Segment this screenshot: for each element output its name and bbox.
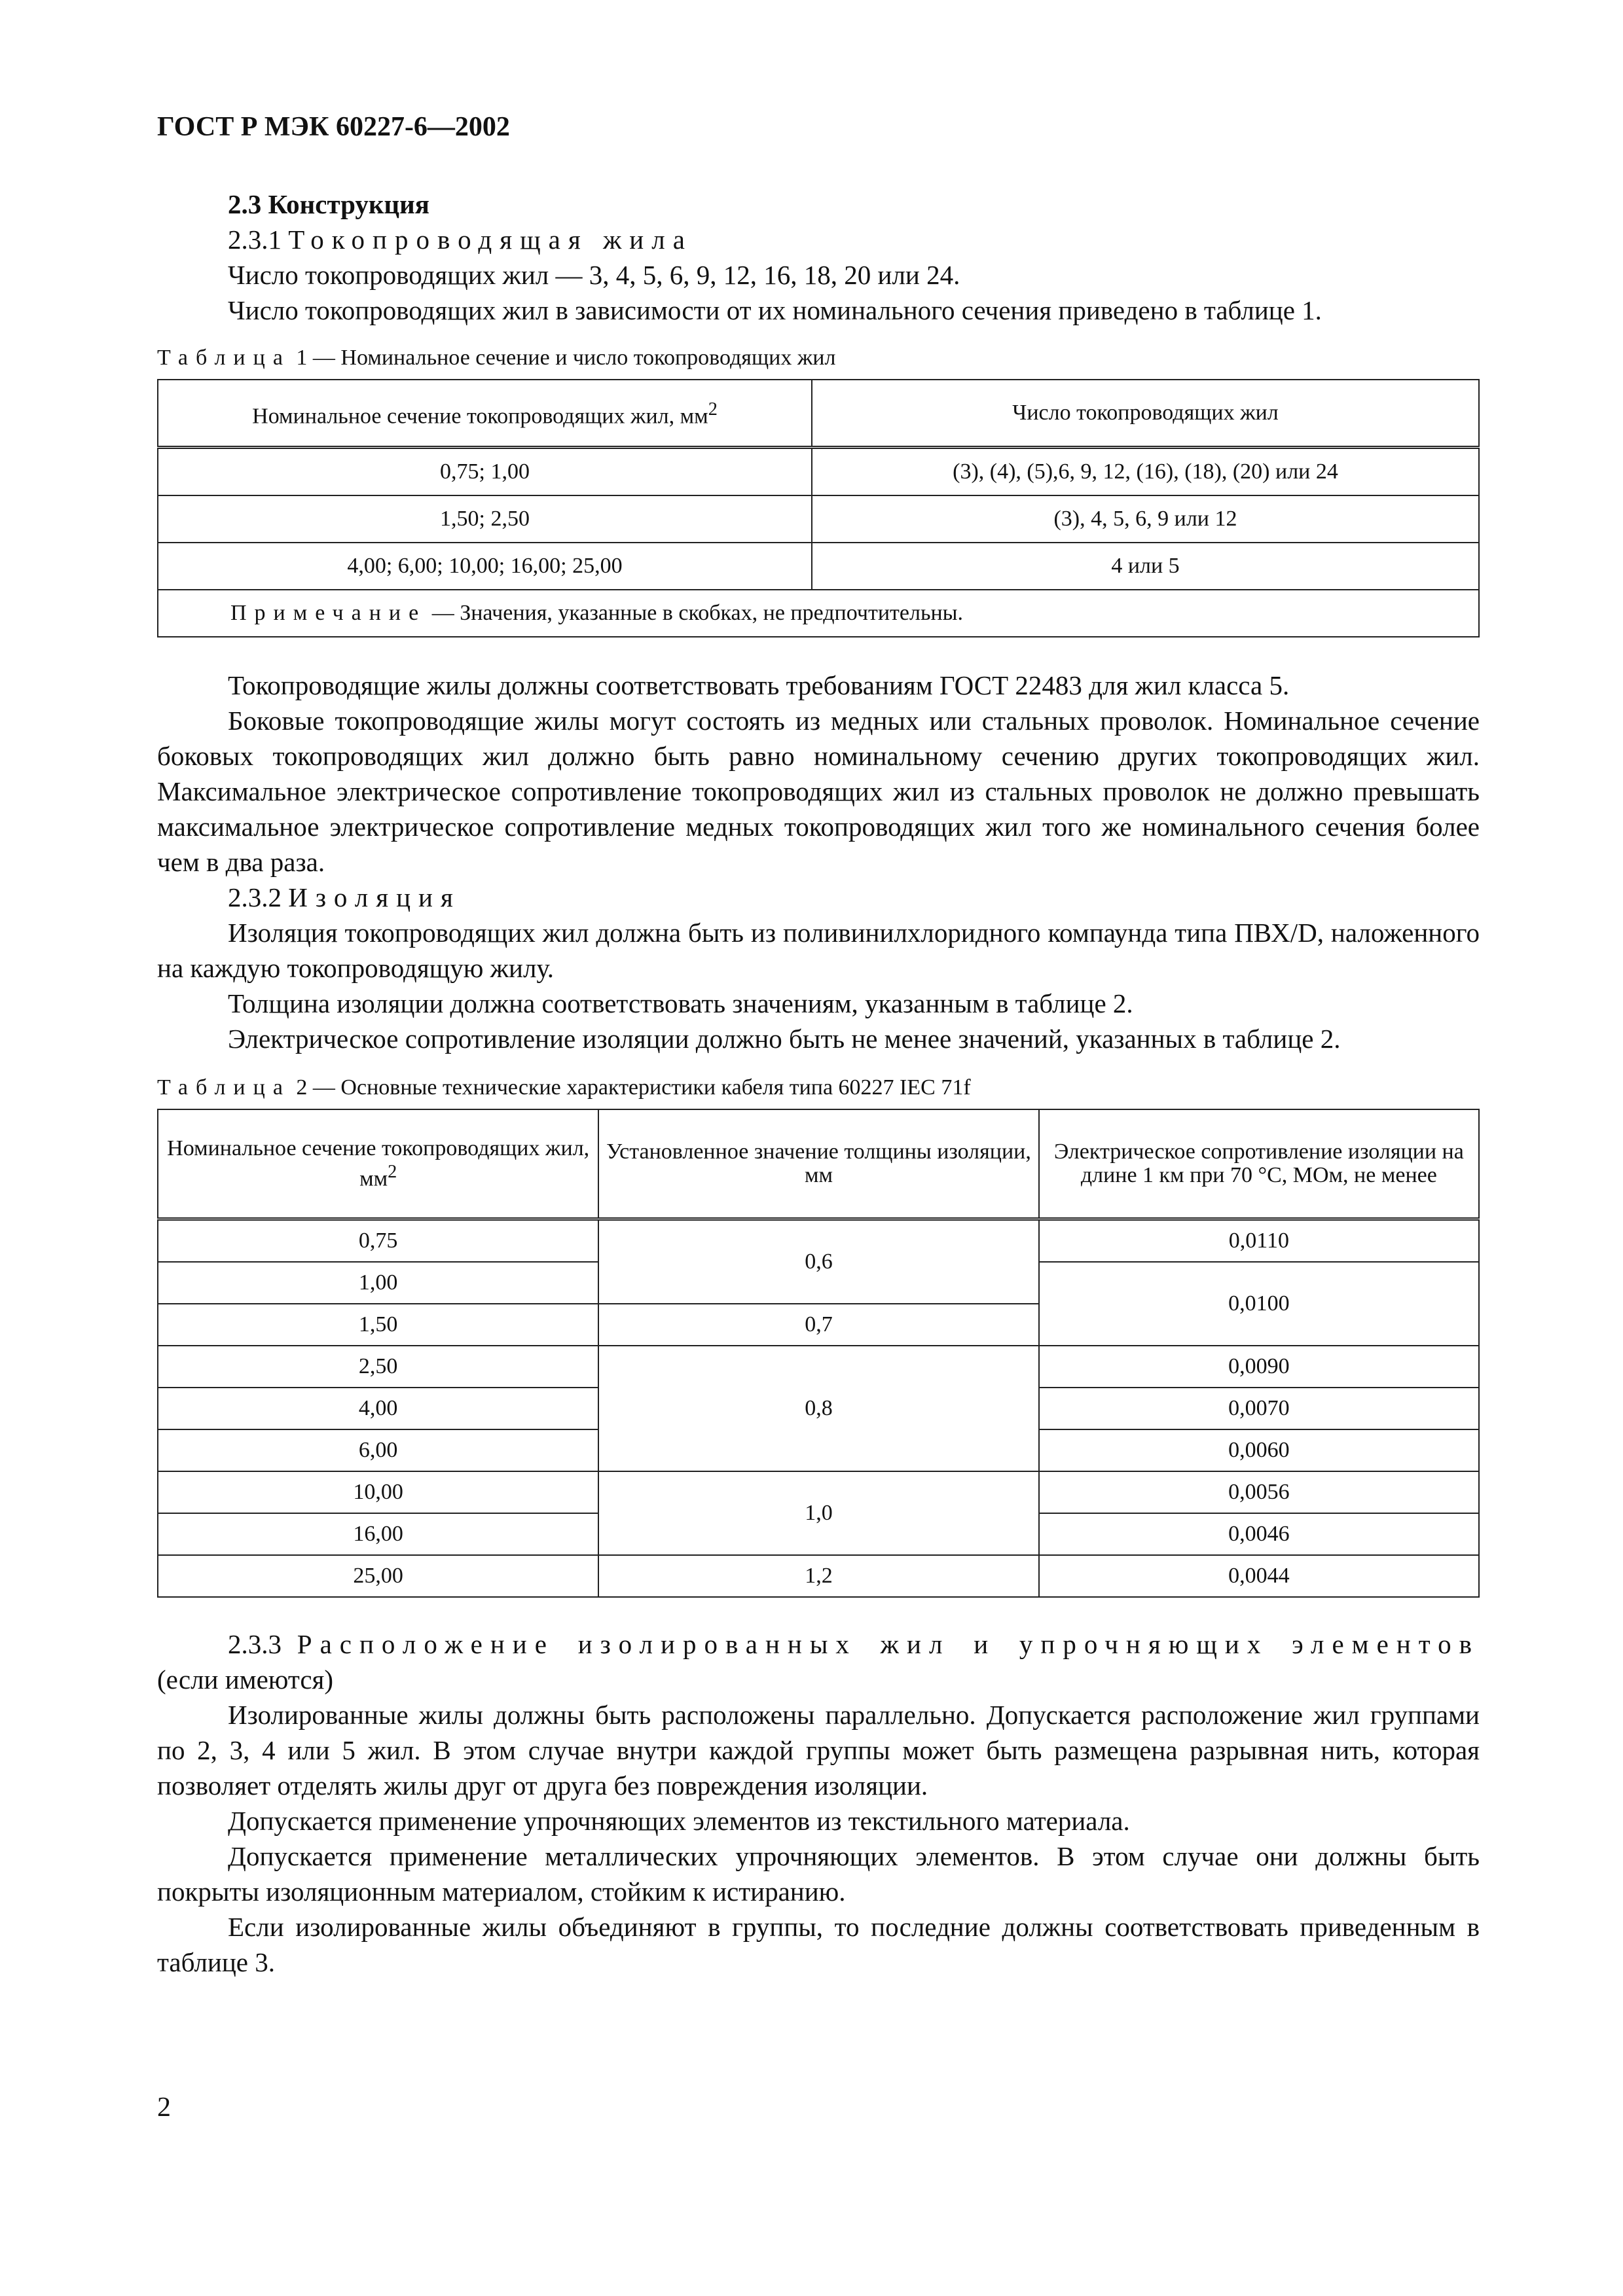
text-block-a	[157, 668, 1480, 1056]
section-title-tail: (если имеются)	[157, 1664, 334, 1695]
paragraph: Боковые токопроводящие жилы могут состоять из медных или стальных проволок. Номинальное сечение боковых токопроводящих жил должно быть равно номинальному сечению других токопроводящих жил. Максимальное электрическое сопротивление токопроводящих жил из стальных проволок не должно превышать максимальное электрическое сопротивление медных токопроводящих жил того же номинального сечения более чем в два раза.	[157, 706, 1480, 877]
table-cell: 0,8	[598, 1346, 1038, 1471]
table-1	[157, 379, 1480, 637]
table-row	[158, 448, 1479, 496]
table-cell: (3), (4), (5),6, 9, 12, (16), (18), (20) или 24	[812, 448, 1479, 496]
page-number: 2	[157, 2092, 171, 2123]
section-number: 2.3.3	[228, 1629, 282, 1659]
section-number: 2.3.1	[228, 224, 282, 255]
table-caption-label: Таблица	[157, 1075, 291, 1100]
table-row	[158, 1346, 1479, 1388]
paragraph: Толщина изоляции должна соответствовать значениям, указанным в таблице 2.	[228, 988, 1133, 1018]
table-row	[158, 1219, 1479, 1263]
table-row	[158, 495, 1479, 543]
table-cell: 0,0056	[1039, 1471, 1479, 1513]
table2-header-section: Номинальное сечение токопроводящих жил, $мм^2$	[158, 1109, 598, 1219]
table-cell: 25,00	[158, 1555, 598, 1597]
table-cell: 0,75	[158, 1219, 598, 1263]
section-2-3-3-heading	[157, 1626, 1480, 1697]
note-label: Примечание	[230, 601, 427, 625]
table1-header-count: Число токопроводящих жил	[812, 380, 1479, 448]
table-2	[157, 1109, 1480, 1598]
table-cell: 0,7	[598, 1304, 1038, 1346]
document-header: ГОСТ Р МЭК 60227-6—2002	[157, 112, 510, 142]
table-cell: 10,00	[158, 1471, 598, 1513]
table-cell: 1,50	[158, 1304, 598, 1346]
paragraph: Изолированные жилы должны быть расположены параллельно. Допускается расположение жил группами по 2, 3, 4 или 5 жил. В этом случае внутри каждой группы может быть размещена разрывная нить, которая позволяет отделять жилы друг от друга без повреждения изоляции.	[157, 1700, 1480, 1801]
table-cell: 0,0070	[1039, 1388, 1479, 1429]
table-cell: 1,00	[158, 1262, 598, 1304]
table-row	[158, 1555, 1479, 1597]
section-number: 2.3.2	[228, 882, 282, 912]
table-note-row	[158, 590, 1479, 637]
section-2-3-title: 2.3 Конструкция	[228, 189, 429, 219]
table-cell: 1,0	[598, 1471, 1038, 1555]
table-row	[158, 543, 1479, 590]
table-cell: 4,00; 6,00; 10,00; 16,00; 25,00	[158, 543, 812, 590]
table-cell: 0,0044	[1039, 1555, 1479, 1597]
section-title: Токопроводящая жила	[288, 224, 693, 255]
table-cell: 4 или 5	[812, 543, 1479, 590]
table-cell: 0,0046	[1039, 1513, 1479, 1555]
table-cell: 2,50	[158, 1346, 598, 1388]
table-cell: 0,0060	[1039, 1429, 1479, 1471]
paragraph: Число токопроводящих жил — 3, 4, 5, 6, 9, 12, 16, 18, 20 или 24.	[228, 260, 960, 290]
table-note	[158, 590, 1479, 637]
paragraph: Изоляция токопроводящих жил должна быть из поливинилхлоридного компаунда типа ПВХ/D, наложенного на каждую токопроводящую жилу.	[157, 918, 1480, 983]
section-title: Изоляция	[288, 882, 461, 912]
page-content	[157, 187, 1480, 1980]
table2-caption	[157, 1073, 1480, 1102]
table-cell: 0,0090	[1039, 1346, 1479, 1388]
paragraph: Допускается применение упрочняющих элементов из текстильного материала.	[228, 1806, 1130, 1836]
table-cell: 4,00	[158, 1388, 598, 1429]
paragraph: Токопроводящие жилы должны соответствовать требованиям ГОСТ 22483 для жил класса 5.	[228, 670, 1290, 700]
section-title: Расположение изолированных жил и упрочняющих элементов	[297, 1629, 1480, 1659]
table-cell: 0,0110	[1039, 1219, 1479, 1263]
table1-caption	[157, 344, 1480, 372]
table2-header-thickness: Установленное значение толщины изоляции, мм	[598, 1109, 1038, 1219]
table-cell: 1,50; 2,50	[158, 495, 812, 543]
table-cell: 0,0100	[1039, 1262, 1479, 1346]
table-cell: 1,2	[598, 1555, 1038, 1597]
table-cell: 0,75; 1,00	[158, 448, 812, 496]
table-cell: 6,00	[158, 1429, 598, 1471]
table1-header-section: Номинальное сечение токопроводящих жил, $мм^2$	[158, 380, 812, 448]
table-cell: 0,6	[598, 1219, 1038, 1304]
table-row	[158, 1471, 1479, 1513]
table-caption-text: 2 — Основные технические характеристики кабеля типа 60227 IEC 71f	[296, 1075, 971, 1100]
table-cell: (3), 4, 5, 6, 9 или 12	[812, 495, 1479, 543]
paragraph: Допускается применение металлических упрочняющих элементов. В этом случае они должны быть покрыты изоляционным материалом, стойким к истиранию.	[157, 1841, 1480, 1907]
paragraph: Если изолированные жилы объединяют в группы, то последние должны соответствовать приведенным в таблице 3.	[157, 1912, 1480, 1977]
table-caption-text: 1 — Номинальное сечение и число токопроводящих жил	[296, 346, 836, 370]
text-block-b	[157, 1626, 1480, 1980]
table-caption-label: Таблица	[157, 346, 291, 370]
table2-header-resistance: Электрическое сопротивление изоляции на длине 1 км при 70 °С, МОм, не менее	[1039, 1109, 1479, 1219]
paragraph: Число токопроводящих жил в зависимости от их номинального сечения приведено в таблице 1.	[228, 295, 1322, 325]
section-2-3-2-heading	[157, 880, 1480, 915]
table-cell: 16,00	[158, 1513, 598, 1555]
paragraph: Электрическое сопротивление изоляции должно быть не менее значений, указанных в таблице 2.	[228, 1024, 1341, 1054]
note-text: — Значения, указанные в скобках, не предпочтительны.	[426, 601, 963, 625]
section-2-3-1-heading	[157, 222, 1480, 257]
